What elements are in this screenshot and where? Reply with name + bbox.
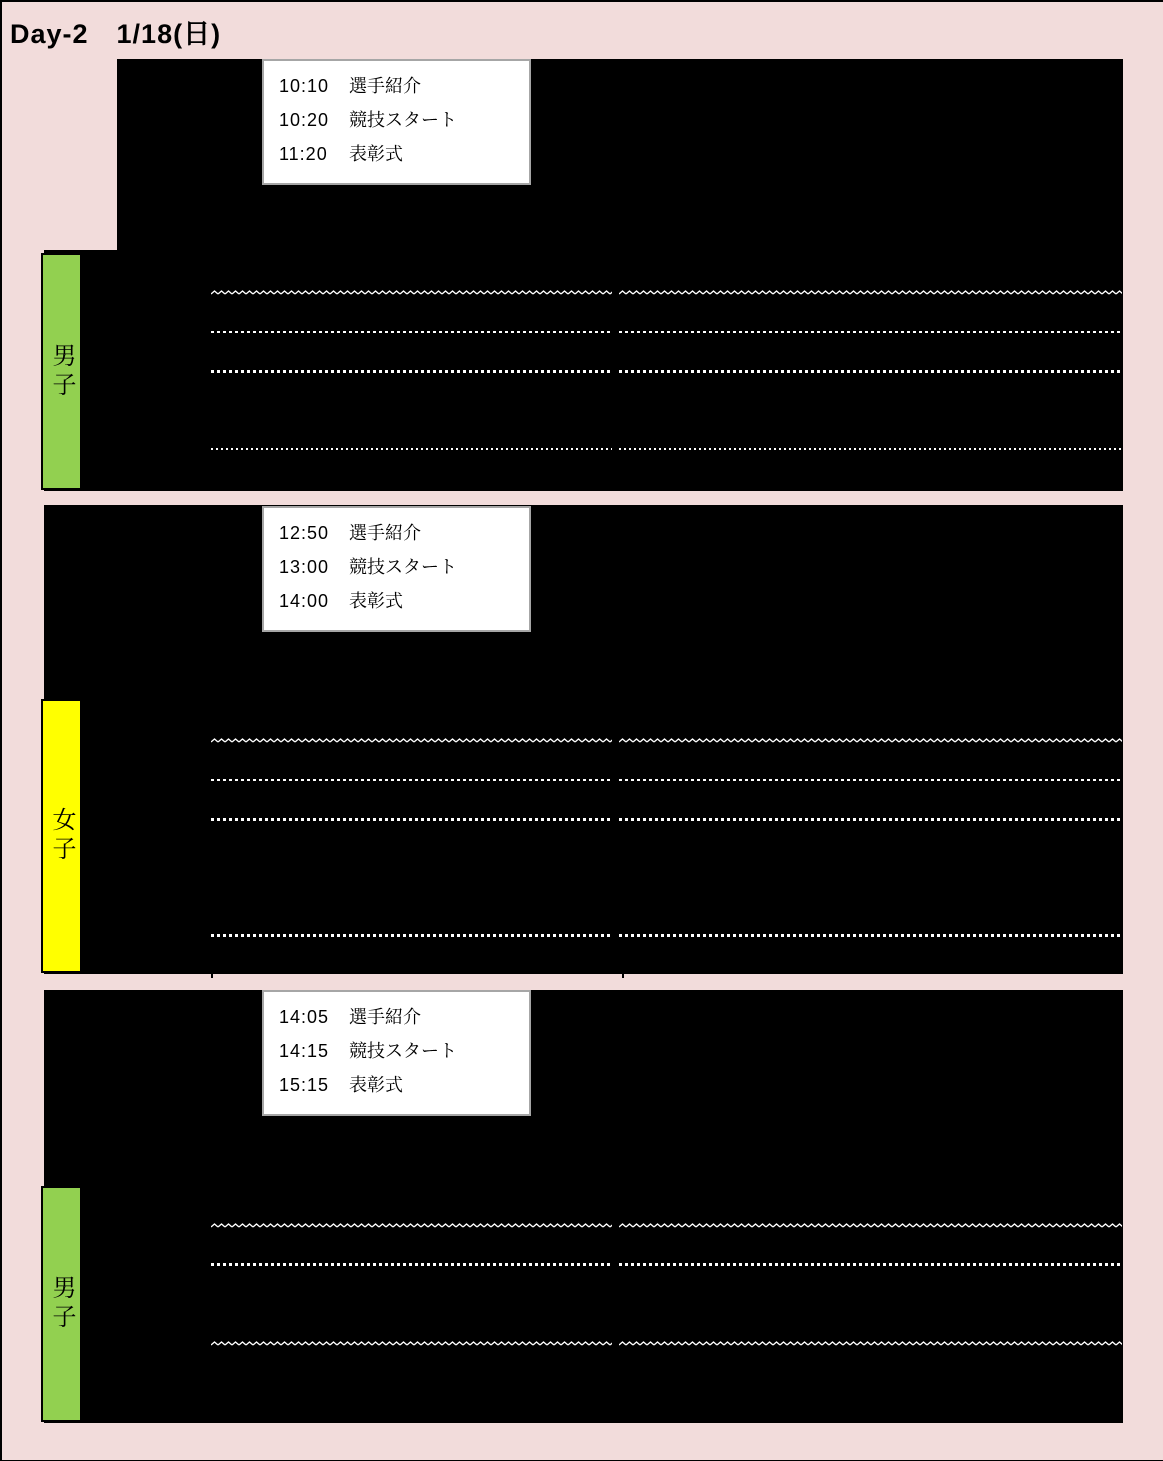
schedule-event: 表彰式 [349, 1075, 403, 1095]
schedule-event: 選手紹介 [349, 523, 421, 543]
schedule-time: 14:00 [279, 591, 330, 611]
separator-line [619, 934, 1122, 937]
border-tick [622, 973, 624, 978]
separator-line [211, 1263, 612, 1266]
separator-line [211, 331, 612, 333]
schedule-event: 競技スタート [349, 557, 457, 577]
separator-line-wavy [619, 1223, 1122, 1228]
separator-line [619, 1263, 1122, 1266]
schedule-event: 表彰式 [349, 591, 403, 611]
schedule-time: 10:10 [279, 76, 330, 96]
separator-line [619, 331, 1122, 333]
category-label: 男子 [48, 1275, 75, 1333]
schedule-row [279, 585, 529, 619]
schedule-time: 14:05 [279, 1007, 330, 1027]
category-bar-women [41, 699, 82, 973]
category-label: 男子 [48, 342, 75, 401]
category-bar-men [41, 253, 82, 490]
schedule-time: 11:20 [279, 144, 328, 164]
separator-line [211, 448, 612, 450]
schedule-row [279, 517, 529, 551]
separator-line-wavy [211, 1341, 612, 1346]
separator-line [211, 779, 612, 781]
schedule-row [279, 1069, 529, 1103]
separator-line [619, 370, 1122, 373]
schedule-time: 14:15 [279, 1041, 330, 1061]
separator-line-wavy [211, 738, 612, 743]
schedule-row [279, 1035, 529, 1069]
schedule-event: 表彰式 [349, 144, 403, 164]
session-block-1 [44, 59, 1123, 491]
schedule-time: 12:50 [279, 523, 330, 543]
schedule-time: 15:15 [279, 1075, 330, 1095]
schedule-time: 13:00 [279, 557, 330, 577]
schedule-row [279, 1001, 529, 1035]
separator-line [211, 370, 612, 373]
separator-line-wavy [619, 738, 1122, 743]
separator-line-wavy [211, 290, 612, 295]
session-block-3 [44, 990, 1123, 1423]
separator-line [619, 779, 1122, 781]
border-tick [211, 973, 213, 978]
schedule-box [262, 990, 531, 1116]
page-title: Day-2 1/18(日) [10, 19, 222, 49]
category-bar-men [41, 1186, 82, 1422]
separator-line-wavy [619, 290, 1122, 295]
session-block-2 [44, 505, 1123, 974]
category-label: 女子 [48, 807, 75, 865]
schedule-time: 10:20 [279, 110, 330, 130]
schedule-event: 競技スタート [349, 1041, 457, 1061]
schedule-box [262, 59, 531, 185]
schedule-row [279, 138, 529, 172]
schedule-event: 選手紹介 [349, 76, 421, 96]
schedule-box [262, 506, 531, 632]
separator-line-wavy [619, 1341, 1122, 1346]
schedule-row [279, 70, 529, 104]
schedule-row [279, 551, 529, 585]
separator-line [619, 818, 1122, 821]
separator-line [211, 934, 612, 937]
separator-line [619, 448, 1122, 450]
separator-line [211, 818, 612, 821]
schedule-event: 選手紹介 [349, 1007, 421, 1027]
redacted-block [44, 990, 1123, 1423]
separator-line-wavy [211, 1223, 612, 1228]
schedule-event: 競技スタート [349, 110, 457, 130]
schedule-row [279, 104, 529, 138]
